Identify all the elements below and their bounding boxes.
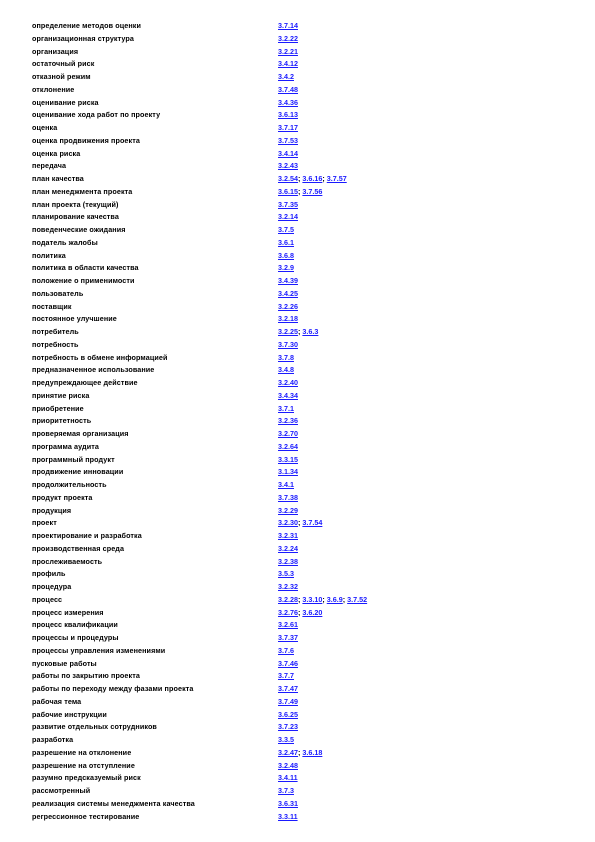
index-term: продукт проекта (32, 492, 93, 502)
index-row (32, 237, 572, 250)
index-refs (278, 556, 298, 569)
ref-link[interactable]: 3.6.20 (302, 607, 323, 617)
index-refs (278, 84, 298, 97)
index-term: продолжительность (32, 480, 107, 489)
index-refs (278, 683, 298, 696)
index-term: программный продукт (32, 454, 115, 464)
index-refs (278, 632, 298, 645)
index-refs (278, 670, 294, 683)
index-row (32, 313, 572, 326)
index-term: потребитель (32, 327, 79, 336)
index-refs (278, 339, 298, 352)
ref-link[interactable]: 3.6.8 (278, 250, 294, 260)
index-refs (278, 696, 298, 709)
ref-link[interactable]: 3.4.1 (278, 480, 294, 489)
index-row (32, 71, 572, 84)
index-row (32, 479, 572, 492)
ref-link[interactable]: 3.6.18 (302, 747, 323, 757)
ref-link[interactable]: 3.2.70 (278, 429, 298, 438)
index-row (32, 339, 572, 352)
index-refs (278, 517, 322, 530)
index-row (32, 811, 572, 824)
index-refs (278, 441, 298, 454)
index-row (32, 581, 572, 594)
ref-link[interactable]: 3.2.24 (278, 543, 298, 553)
ref-link[interactable]: 3.7.56 (302, 186, 323, 196)
index-term: определение методов оценки (32, 21, 141, 30)
index-refs (278, 760, 298, 773)
index-refs (278, 454, 298, 467)
index-refs (278, 428, 298, 441)
ref-link[interactable]: 3.2.25 (278, 327, 298, 336)
index-term: процесс измерения (32, 607, 104, 617)
index-term: организация (32, 46, 79, 56)
index-row (32, 33, 572, 46)
index-row (32, 428, 572, 441)
index-row (32, 785, 572, 798)
ref-link[interactable]: 3.2.64 (278, 441, 298, 451)
ref-link[interactable]: 3.7.47 (278, 684, 298, 693)
index-term: оценка продвижения проекта (32, 135, 140, 145)
index-refs (278, 492, 298, 505)
index-refs (278, 97, 298, 110)
ref-link[interactable]: 3.7.53 (278, 135, 298, 145)
index-term: проектирование и разработка (32, 531, 142, 540)
index-row (32, 645, 572, 658)
ref-separator: ; (297, 186, 303, 196)
index-row (32, 288, 572, 301)
index-term: процесс (32, 594, 63, 604)
index-term: предупреждающее действие (32, 378, 138, 387)
ref-link[interactable]: 3.7.23 (278, 722, 298, 732)
index-term: рассмотренный (32, 786, 91, 795)
ref-link[interactable]: 3.7.35 (278, 199, 298, 209)
index-refs (278, 543, 298, 556)
index-refs (278, 658, 298, 671)
index-row (32, 594, 572, 607)
index-term: план качества (32, 174, 84, 183)
index-row (32, 530, 572, 543)
ref-separator: ; (297, 174, 303, 183)
index-term: оценивание риска (32, 97, 99, 107)
index-refs (278, 466, 298, 479)
index-row (32, 390, 572, 403)
index-row (32, 556, 572, 569)
index-row (32, 211, 572, 224)
index-term: положение о применимости (32, 276, 135, 285)
index-refs (278, 58, 298, 71)
ref-link[interactable]: 3.2.18 (278, 314, 298, 324)
ref-link[interactable]: 3.7.14 (278, 21, 298, 30)
index-term: отказной режим (32, 72, 91, 81)
index-row (32, 364, 572, 377)
index-term: работы по закрытию проекта (32, 671, 140, 681)
index-term: отклонение (32, 84, 75, 94)
index-term: процессы и процедуры (32, 633, 119, 642)
ref-link[interactable]: 3.3.11 (278, 811, 298, 821)
index-refs (278, 709, 298, 722)
ref-link[interactable]: 3.7.30 (278, 339, 298, 349)
ref-link[interactable]: 3.6.9 (326, 594, 343, 604)
index-refs (278, 250, 294, 263)
index-term: поведенческие ожидания (32, 225, 126, 234)
index-term: производственная среда (32, 543, 125, 553)
index-refs (278, 135, 298, 148)
index-term: план проекта (текущий) (32, 199, 119, 209)
ref-link[interactable]: 3.7.5 (278, 225, 294, 234)
index-term: поставщик (32, 301, 72, 311)
ref-link[interactable]: 3.3.10 (302, 594, 323, 604)
index-refs (278, 224, 294, 237)
index-term: податель жалобы (32, 237, 98, 247)
index-row (32, 199, 572, 212)
index-term: рабочие инструкции (32, 709, 107, 719)
ref-link[interactable]: 3.3.5 (278, 735, 294, 744)
index-refs (278, 20, 298, 33)
ref-link[interactable]: 3.4.14 (278, 148, 298, 158)
index-term: политика (32, 250, 66, 260)
index-term: реализация системы менеджмента качества (32, 798, 195, 808)
index-term: политика в области качества (32, 263, 139, 273)
index-row (32, 734, 572, 747)
index-term: процесс квалификации (32, 620, 118, 630)
ref-link[interactable]: 3.4.12 (278, 59, 298, 69)
index-row (32, 772, 572, 785)
index-refs (278, 160, 298, 173)
index-term: процессы управления изменениями (32, 645, 166, 655)
index-refs (278, 326, 318, 339)
index-term: развитие отдельных сотрудников (32, 722, 157, 732)
index-refs (278, 619, 298, 632)
index-term: оценивание хода работ по проекту (32, 110, 161, 120)
ref-link[interactable]: 3.2.29 (278, 505, 298, 515)
ref-link[interactable]: 3.7.54 (302, 518, 323, 528)
index-row (32, 505, 572, 518)
index-term: потребность в обмене информацией (32, 352, 168, 362)
ref-separator: ; (297, 327, 303, 336)
ref-link[interactable]: 3.4.25 (278, 288, 298, 298)
index-refs (278, 798, 298, 811)
index-row (32, 352, 572, 365)
ref-link[interactable]: 3.2.31 (278, 531, 298, 540)
ref-link[interactable]: 3.7.48 (278, 84, 298, 94)
index-row (32, 109, 572, 122)
ref-separator: ; (297, 518, 303, 528)
index-row (32, 760, 572, 773)
index-refs (278, 262, 294, 275)
ref-link[interactable]: 3.6.16 (302, 174, 323, 183)
ref-link[interactable]: 3.7.7 (278, 671, 294, 681)
index-refs (278, 594, 367, 607)
index-row (32, 441, 572, 454)
index-row (32, 58, 572, 71)
index-row (32, 721, 572, 734)
index-row (32, 543, 572, 556)
ref-separator: ; (297, 594, 303, 604)
index-term: проект (32, 518, 57, 528)
index-refs (278, 607, 322, 620)
index-refs (278, 122, 298, 135)
index-row (32, 632, 572, 645)
index-refs (278, 415, 298, 428)
index-term: разработка (32, 735, 74, 744)
index-row (32, 250, 572, 263)
index-term: продвижение инновации (32, 467, 124, 477)
ref-link[interactable]: 3.7.57 (326, 174, 347, 183)
ref-link[interactable]: 3.2.36 (278, 416, 298, 426)
index-row (32, 568, 572, 581)
index-refs (278, 33, 298, 46)
index-term: прослеживаемость (32, 556, 103, 566)
index-term: организационная структура (32, 33, 135, 43)
ref-link[interactable]: 3.1.34 (278, 467, 298, 477)
ref-link[interactable]: 3.7.3 (278, 786, 294, 795)
index-refs (278, 186, 322, 199)
ref-separator: ; (322, 174, 327, 183)
index-refs (278, 377, 298, 390)
index-term: разумно предсказуемый риск (32, 773, 141, 783)
ref-link[interactable]: 3.2.61 (278, 620, 298, 630)
ref-link[interactable]: 3.2.28 (278, 594, 298, 604)
index-refs (278, 313, 298, 326)
index-row (32, 326, 572, 339)
ref-link[interactable]: 3.4.2 (278, 72, 294, 81)
index-row (32, 670, 572, 683)
ref-link[interactable]: 3.2.9 (278, 263, 294, 273)
index-row (32, 135, 572, 148)
index-term: регрессионное тестирование (32, 811, 140, 821)
index-row (32, 415, 572, 428)
index-refs (278, 568, 294, 581)
index-refs (278, 390, 298, 403)
ref-separator: ; (342, 594, 348, 604)
index-refs (278, 211, 298, 224)
ref-link[interactable]: 3.2.32 (278, 582, 298, 591)
index-term: постоянное улучшение (32, 314, 117, 324)
index-term: пользователь (32, 288, 84, 298)
index-term: приоритетность (32, 416, 92, 426)
index-row (32, 747, 572, 760)
ref-link[interactable]: 3.4.36 (278, 97, 298, 107)
ref-link[interactable]: 3.6.15 (278, 186, 298, 196)
ref-link[interactable]: 3.3.15 (278, 454, 298, 464)
ref-link[interactable]: 3.7.1 (278, 403, 294, 413)
index-refs (278, 275, 298, 288)
ref-link[interactable]: 3.2.43 (278, 161, 298, 171)
index-row (32, 20, 572, 33)
index-term: программа аудита (32, 441, 99, 451)
index-refs (278, 352, 294, 365)
index-term: профиль (32, 569, 66, 579)
ref-link[interactable]: 3.4.39 (278, 276, 298, 285)
index-row (32, 97, 572, 110)
ref-link[interactable]: 3.2.26 (278, 301, 298, 311)
index-row (32, 658, 572, 671)
index-refs (278, 785, 294, 798)
ref-link[interactable]: 3.4.34 (278, 390, 298, 400)
index-term: потребность (32, 339, 79, 349)
index-row (32, 696, 572, 709)
ref-link[interactable]: 3.2.76 (278, 607, 298, 617)
index-row (32, 619, 572, 632)
ref-link[interactable]: 3.4.8 (278, 365, 294, 375)
index-refs (278, 173, 347, 186)
index-term: разрешение на отступление (32, 760, 135, 770)
ref-link[interactable]: 3.7.46 (278, 658, 298, 668)
index-refs (278, 71, 294, 84)
ref-link[interactable]: 3.7.17 (278, 123, 298, 132)
index-refs (278, 645, 294, 658)
index-term: остаточный риск (32, 59, 95, 69)
index-term: процедура (32, 582, 72, 591)
index-term: разрешение на отклонение (32, 747, 132, 757)
index-refs (278, 301, 298, 314)
ref-link[interactable]: 3.6.25 (278, 709, 298, 719)
index-refs (278, 364, 294, 377)
ref-link[interactable]: 3.2.48 (278, 760, 298, 770)
ref-link[interactable]: 3.6.1 (278, 237, 294, 247)
term-index (32, 20, 572, 823)
index-row (32, 683, 572, 696)
index-row (32, 492, 572, 505)
index-term: работы по переходу между фазами проекта (32, 684, 194, 693)
index-row (32, 262, 572, 275)
index-row (32, 403, 572, 416)
ref-link[interactable]: 3.5.3 (278, 569, 294, 579)
ref-link[interactable]: 3.7.37 (278, 633, 298, 642)
index-row (32, 122, 572, 135)
ref-link[interactable]: 3.7.38 (278, 492, 298, 502)
ref-link[interactable]: 3.2.38 (278, 556, 298, 566)
index-row (32, 301, 572, 314)
index-refs (278, 46, 298, 59)
index-term: принятие риска (32, 390, 90, 400)
index-term: продукция (32, 505, 72, 515)
index-row (32, 454, 572, 467)
index-row (32, 607, 572, 620)
index-refs (278, 288, 298, 301)
index-refs (278, 148, 298, 161)
ref-link[interactable]: 3.7.49 (278, 696, 298, 706)
index-row (32, 186, 572, 199)
index-refs (278, 721, 298, 734)
index-term: приобретение (32, 403, 84, 413)
index-term: проверяемая организация (32, 429, 129, 438)
index-row (32, 224, 572, 237)
ref-link[interactable]: 3.6.13 (278, 110, 298, 120)
index-term: пусковые работы (32, 658, 97, 668)
index-refs (278, 505, 298, 518)
index-row (32, 377, 572, 390)
index-term: рабочая тема (32, 696, 82, 706)
index-term: предназначенное использование (32, 365, 155, 375)
index-refs (278, 530, 298, 543)
index-refs (278, 403, 294, 416)
ref-link[interactable]: 3.2.40 (278, 378, 298, 387)
ref-link[interactable]: 3.4.11 (278, 773, 298, 783)
index-refs (278, 479, 294, 492)
index-refs (278, 237, 294, 250)
index-refs (278, 109, 298, 122)
ref-separator: ; (297, 607, 303, 617)
index-row (32, 46, 572, 59)
ref-link[interactable]: 3.7.6 (278, 645, 294, 655)
index-row (32, 160, 572, 173)
index-term: план менеджмента проекта (32, 186, 133, 196)
index-refs (278, 772, 298, 785)
ref-link[interactable]: 3.2.14 (278, 212, 298, 222)
index-term: планирование качества (32, 212, 119, 222)
index-refs (278, 811, 298, 824)
ref-link[interactable]: 3.2.30 (278, 518, 298, 528)
index-row (32, 517, 572, 530)
index-refs (278, 199, 298, 212)
index-refs (278, 734, 294, 747)
ref-link[interactable]: 3.6.3 (302, 327, 319, 336)
ref-link[interactable]: 3.2.21 (278, 46, 298, 56)
index-refs (278, 747, 322, 760)
index-row (32, 84, 572, 97)
ref-link[interactable]: 3.7.8 (278, 352, 294, 362)
index-row (32, 148, 572, 161)
index-row (32, 173, 572, 186)
ref-link[interactable]: 3.7.52 (347, 594, 368, 604)
ref-link[interactable]: 3.6.31 (278, 798, 298, 808)
index-row (32, 275, 572, 288)
ref-link[interactable]: 3.2.54 (278, 174, 298, 183)
ref-separator: ; (297, 747, 303, 757)
ref-link[interactable]: 3.2.47 (278, 747, 298, 757)
index-row (32, 466, 572, 479)
index-row (32, 798, 572, 811)
index-refs (278, 581, 298, 594)
ref-separator: ; (322, 594, 327, 604)
index-term: оценка (32, 123, 58, 132)
ref-link[interactable]: 3.2.22 (278, 33, 298, 43)
index-term: оценка риска (32, 148, 81, 158)
index-term: передача (32, 161, 67, 171)
index-row (32, 709, 572, 722)
